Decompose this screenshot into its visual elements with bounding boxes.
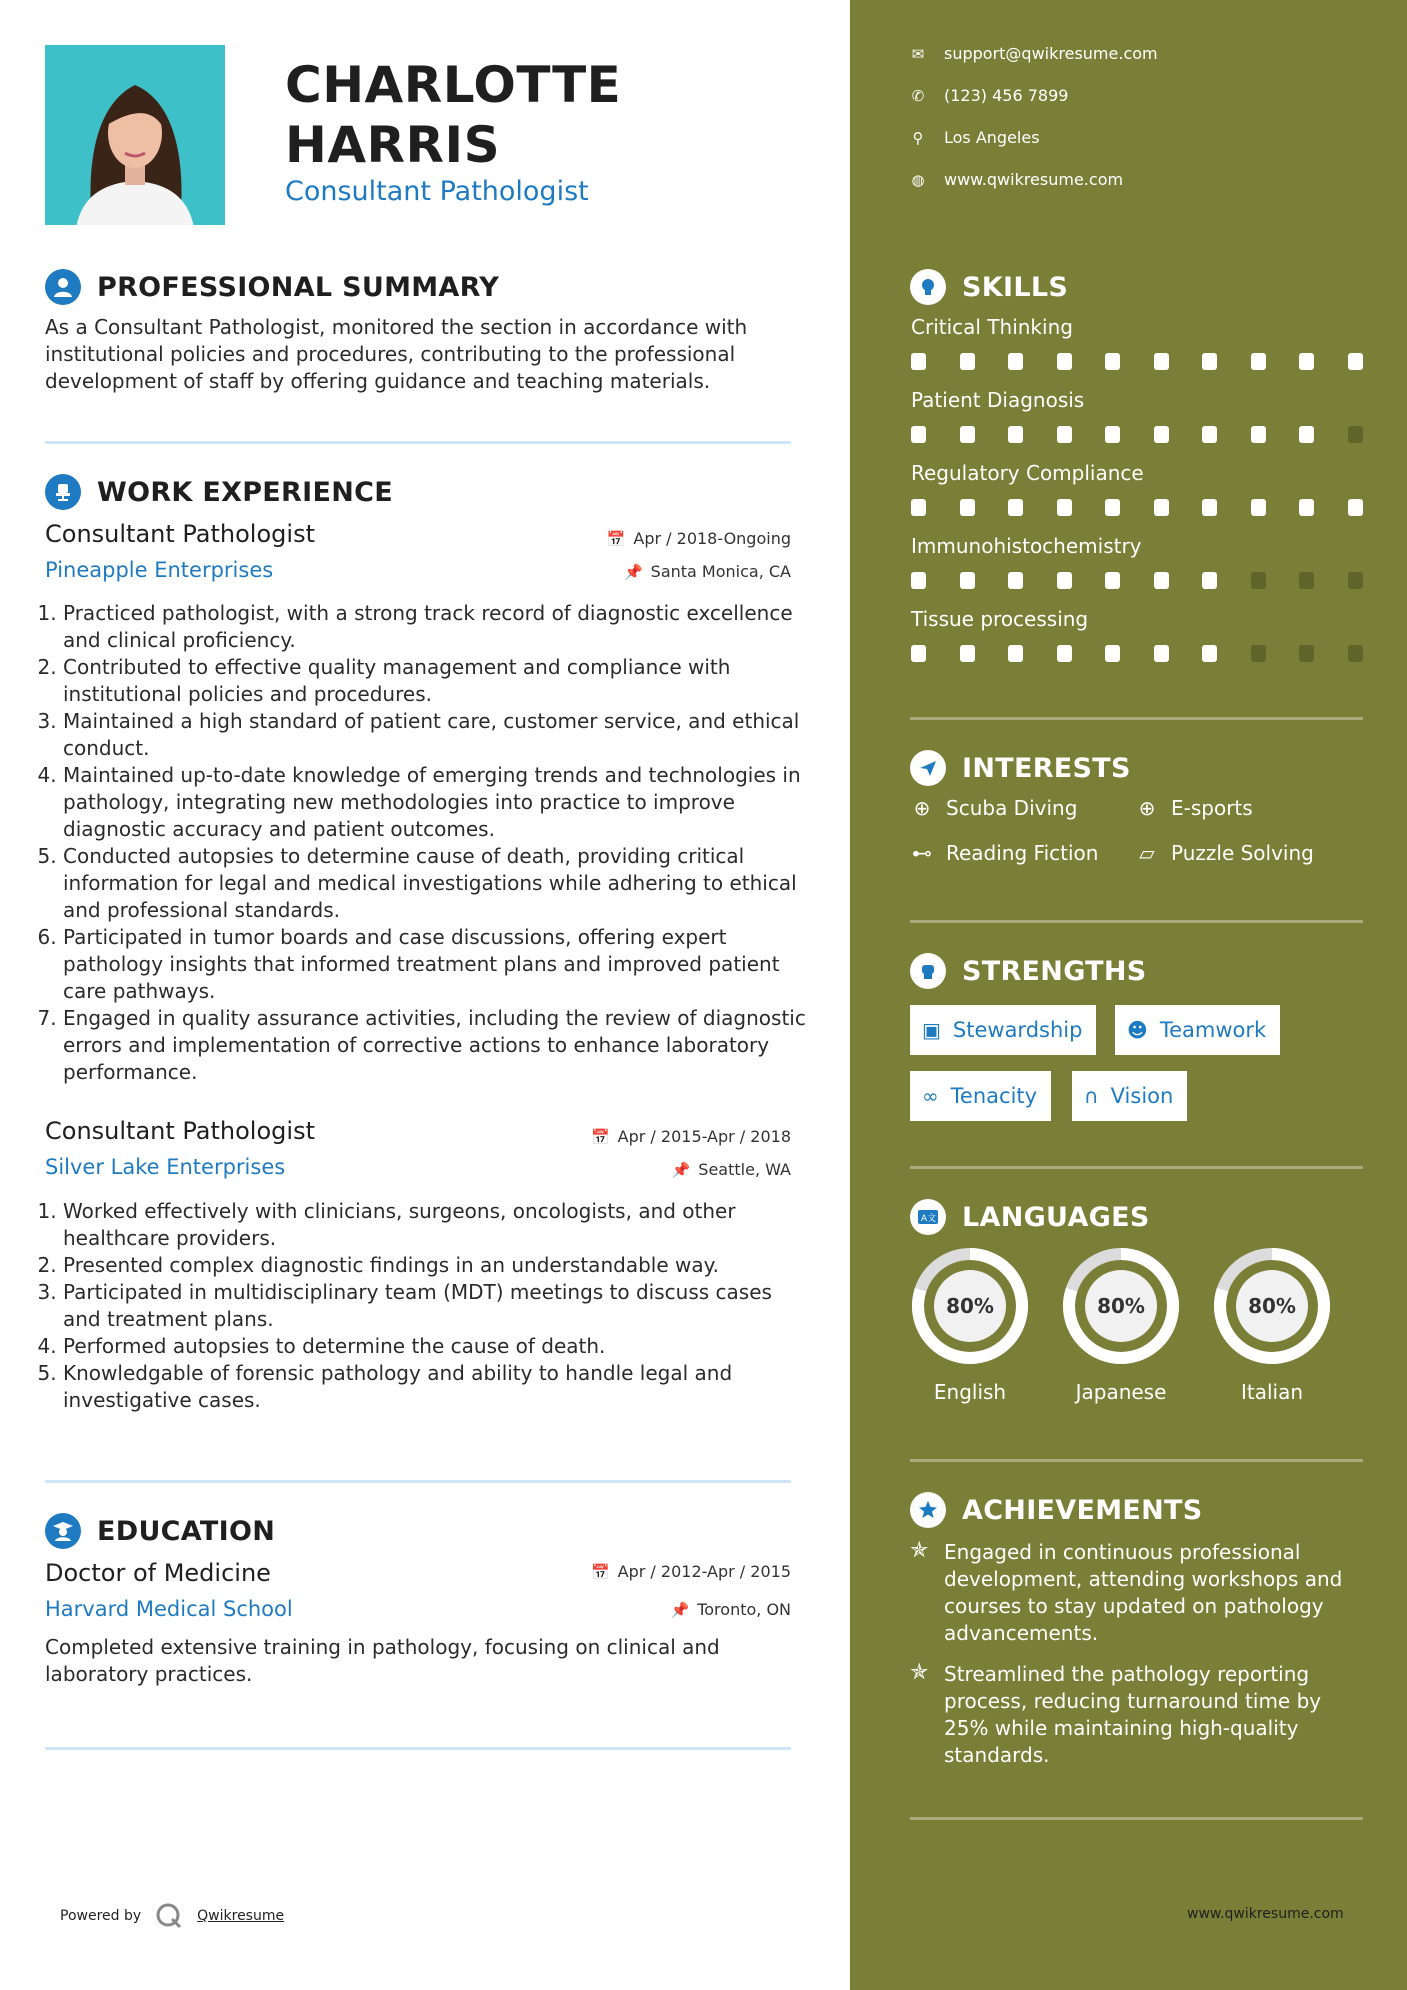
rating-dot bbox=[1057, 499, 1072, 516]
user-icon bbox=[45, 269, 81, 305]
contact-phone[interactable] bbox=[910, 86, 1068, 105]
pin-icon: 📌 bbox=[670, 1600, 690, 1619]
rating-dot bbox=[960, 645, 975, 662]
contact-website[interactable] bbox=[910, 170, 1123, 189]
name-last: HARRIS bbox=[285, 116, 501, 174]
rating-dot bbox=[1202, 572, 1217, 589]
location-text: Los Angeles bbox=[944, 128, 1040, 147]
list-item: 5. Conducted autopsies to determine cause of death, providing critical information for legal and medical investigations while adhering to ethical and professional standards. bbox=[63, 843, 813, 924]
skill-name: Immunohistochemistry bbox=[911, 534, 1142, 558]
calendar-icon: 📅 bbox=[590, 1562, 610, 1581]
school: Harvard Medical School bbox=[45, 1597, 293, 1621]
rating-dot bbox=[1057, 353, 1072, 370]
email-text: support@qwikresume.com bbox=[944, 44, 1158, 63]
degree: Doctor of Medicine bbox=[45, 1559, 271, 1587]
rating-dot bbox=[1202, 645, 1217, 662]
language-item bbox=[1210, 1244, 1334, 1404]
divider bbox=[45, 1480, 791, 1483]
language-item bbox=[1059, 1244, 1183, 1404]
strengths-header bbox=[910, 953, 1147, 989]
language-name: Japanese bbox=[1075, 1380, 1167, 1404]
rating-dot bbox=[1008, 499, 1023, 516]
interest-label: Puzzle Solving bbox=[1171, 841, 1314, 865]
footer-site[interactable]: www.qwikresume.com bbox=[1187, 1906, 1344, 1922]
rating-dot bbox=[911, 572, 926, 589]
divider bbox=[45, 1747, 791, 1750]
rating-dot bbox=[1299, 572, 1314, 589]
contact-email[interactable] bbox=[910, 44, 1158, 63]
brand-link[interactable]: Qwikresume bbox=[197, 1908, 285, 1924]
strength-label: Stewardship bbox=[952, 1018, 1083, 1042]
rating-dot bbox=[1348, 499, 1363, 516]
skill-name: Tissue processing bbox=[911, 607, 1089, 631]
language-percent: 80% bbox=[946, 1294, 994, 1318]
language-percent: 80% bbox=[1097, 1294, 1145, 1318]
rating-dot bbox=[1105, 353, 1120, 370]
job-dates bbox=[591, 1127, 791, 1146]
divider bbox=[910, 920, 1363, 923]
divider bbox=[910, 717, 1363, 720]
gamepad-icon: ⊷ bbox=[912, 841, 932, 865]
rating-dot bbox=[1202, 353, 1217, 370]
skill-name: Critical Thinking bbox=[911, 315, 1073, 339]
education-heading: EDUCATION bbox=[97, 1515, 276, 1547]
calendar-icon: 📅 bbox=[590, 1127, 610, 1146]
strength-tag bbox=[1072, 1071, 1187, 1121]
rating-dot bbox=[1154, 645, 1169, 662]
fist-icon bbox=[910, 953, 946, 989]
name-first: CHARLOTTE bbox=[285, 56, 622, 114]
education-location bbox=[671, 1600, 791, 1619]
rating-dot bbox=[1057, 426, 1072, 443]
rating-dot bbox=[1299, 353, 1314, 370]
skill-rating bbox=[911, 353, 1363, 370]
job-responsibilities bbox=[45, 1198, 813, 1414]
interest-label: Reading Fiction bbox=[946, 841, 1099, 865]
strengths-heading: STRENGTHS bbox=[962, 955, 1147, 987]
skills-header bbox=[910, 269, 1068, 305]
rating-dot bbox=[1251, 572, 1266, 589]
achievements-header bbox=[910, 1492, 1203, 1528]
rating-dot bbox=[1105, 426, 1120, 443]
achievement-text: Engaged in continuous professional development, attending workshops and courses to stay updated on pathology advancements. bbox=[944, 1540, 1343, 1645]
rating-dot bbox=[1299, 645, 1314, 662]
rating-dot bbox=[1251, 426, 1266, 443]
rating-dot bbox=[1154, 353, 1169, 370]
phone-icon: ✆ bbox=[911, 86, 925, 105]
job-dates bbox=[607, 529, 791, 548]
list-item: 3. Participated in multidisciplinary team (MDT) meetings to discuss cases and treatment plans. bbox=[63, 1279, 813, 1333]
website-text: www.qwikresume.com bbox=[944, 170, 1124, 189]
job-dates-text: Apr / 2018-Ongoing bbox=[633, 529, 791, 548]
skill-name: Patient Diagnosis bbox=[911, 388, 1085, 412]
list-item: 5. Knowledgable of forensic pathology and ability to handle legal and investigative cases. bbox=[63, 1360, 813, 1414]
skill-rating bbox=[911, 426, 1363, 443]
rating-dot bbox=[960, 572, 975, 589]
map-marker-icon: ⚲ bbox=[912, 128, 924, 147]
rating-dot bbox=[1105, 499, 1120, 516]
language-item bbox=[908, 1244, 1032, 1404]
list-item: 1. Practiced pathologist, with a strong track record of diagnostic excellence and clinical proficiency. bbox=[63, 600, 813, 654]
rating-dot bbox=[911, 353, 926, 370]
rating-dot bbox=[1008, 426, 1023, 443]
powered-by bbox=[60, 1902, 284, 1930]
skill-rating bbox=[911, 499, 1363, 516]
rating-dot bbox=[1348, 426, 1363, 443]
interest-item bbox=[910, 796, 1077, 820]
envelope-icon: ✉ bbox=[911, 44, 925, 63]
list-item: 3. Maintained a high standard of patient care, customer service, and ethical conduct. bbox=[63, 708, 813, 762]
rating-dot bbox=[1348, 353, 1363, 370]
rating-dot bbox=[960, 499, 975, 516]
briefcase-icon: ▣ bbox=[922, 1018, 941, 1042]
job-responsibilities bbox=[45, 600, 813, 1086]
svg-text:A文: A文 bbox=[921, 1214, 937, 1224]
rating-dot bbox=[1008, 353, 1023, 370]
contact-location bbox=[910, 128, 1040, 147]
list-item: 1. Worked effectively with clinicians, surgeons, oncologists, and other healthcare providers. bbox=[63, 1198, 813, 1252]
paper-plane-icon bbox=[910, 750, 946, 786]
pin-icon: 📌 bbox=[623, 562, 643, 581]
language-name: English bbox=[933, 1380, 1007, 1404]
experience-header bbox=[45, 474, 393, 510]
rating-dot bbox=[1348, 645, 1363, 662]
summary-heading: PROFESSIONAL SUMMARY bbox=[97, 271, 500, 303]
education-location-text: Toronto, ON bbox=[697, 1600, 791, 1619]
experience-heading: WORK EXPERIENCE bbox=[97, 476, 393, 508]
profile-photo bbox=[45, 45, 225, 225]
job-title: Consultant Pathologist bbox=[45, 520, 315, 548]
list-item: 7. Engaged in quality assurance activities, including the review of diagnostic errors and implementation of corrective actions to enhance laboratory performance. bbox=[63, 1005, 813, 1086]
language-ring bbox=[908, 1244, 1032, 1368]
rating-dot bbox=[911, 426, 926, 443]
shooting-star-icon: ✯ bbox=[910, 1660, 929, 1685]
lightbulb-icon bbox=[910, 269, 946, 305]
language-percent: 80% bbox=[1248, 1294, 1296, 1318]
job-company: Silver Lake Enterprises bbox=[45, 1155, 286, 1179]
achievement-text: Streamlined the pathology reporting process, reducing turnaround time by 25% while maintaining high-quality standards. bbox=[944, 1662, 1322, 1767]
phone-text: (123) 456 7899 bbox=[944, 86, 1069, 105]
powered-by-label: Powered by bbox=[60, 1908, 142, 1924]
rating-dot bbox=[1154, 572, 1169, 589]
language-name: Italian bbox=[1240, 1380, 1304, 1404]
language-ring bbox=[1059, 1244, 1183, 1368]
rating-dot bbox=[1105, 572, 1120, 589]
interest-item bbox=[1135, 841, 1314, 865]
language-ring bbox=[1210, 1244, 1334, 1368]
star-badge-icon bbox=[910, 1492, 946, 1528]
divider bbox=[45, 441, 791, 444]
strength-label: Tenacity bbox=[950, 1084, 1038, 1108]
achievement-item bbox=[910, 1539, 1370, 1647]
interest-item bbox=[910, 841, 1098, 865]
job-location-text: Santa Monica, CA bbox=[650, 562, 791, 581]
candidate-name bbox=[285, 55, 621, 175]
summary-header bbox=[45, 269, 499, 305]
job-title: Consultant Pathologist bbox=[45, 1117, 315, 1145]
users-icon: ☻ bbox=[1127, 1018, 1148, 1042]
rating-dot bbox=[960, 353, 975, 370]
rating-dot bbox=[1154, 499, 1169, 516]
rating-dot bbox=[1057, 572, 1072, 589]
achievements-heading: ACHIEVEMENTS bbox=[962, 1494, 1203, 1526]
binoculars-icon: ∩ bbox=[1084, 1084, 1099, 1108]
job-company: Pineapple Enterprises bbox=[45, 558, 274, 582]
rating-dot bbox=[1251, 645, 1266, 662]
rating-dot bbox=[1105, 645, 1120, 662]
book-icon: ▱ bbox=[1139, 841, 1155, 865]
candidate-title: Consultant Pathologist bbox=[285, 176, 589, 207]
languages-heading: LANGUAGES bbox=[962, 1201, 1150, 1233]
interests-header bbox=[910, 750, 1131, 786]
job-location bbox=[672, 1160, 791, 1179]
globe-icon: ◍ bbox=[911, 170, 925, 189]
lifebuoy-icon: ⊕ bbox=[913, 796, 931, 820]
rating-dot bbox=[1299, 499, 1314, 516]
strength-tag bbox=[910, 1071, 1051, 1121]
rating-dot bbox=[1057, 645, 1072, 662]
pin-icon: 📌 bbox=[671, 1160, 691, 1179]
summary-text: As a Consultant Pathologist, monitored the section in accordance with institutional policies and procedures, contributing to the professional development of staff by offering guidance and teaching materials. bbox=[45, 315, 748, 393]
job-dates-text: Apr / 2015-Apr / 2018 bbox=[617, 1127, 791, 1146]
rating-dot bbox=[1202, 499, 1217, 516]
skill-rating bbox=[911, 572, 1363, 589]
divider bbox=[910, 1459, 1363, 1462]
rating-dot bbox=[1299, 426, 1314, 443]
skills-heading: SKILLS bbox=[962, 271, 1069, 303]
interest-label: E-sports bbox=[1171, 796, 1253, 820]
rating-dot bbox=[1008, 572, 1023, 589]
graduate-icon bbox=[45, 1513, 81, 1549]
rating-dot bbox=[960, 426, 975, 443]
rating-dot bbox=[911, 645, 926, 662]
rating-dot bbox=[1202, 426, 1217, 443]
link-icon: ∞ bbox=[922, 1084, 939, 1108]
list-item: 2. Contributed to effective quality management and compliance with institutional policies and procedures. bbox=[63, 654, 813, 708]
qwikresume-logo-icon bbox=[155, 1902, 183, 1930]
achievement-item bbox=[910, 1661, 1370, 1769]
rating-dot bbox=[911, 499, 926, 516]
list-item: 6. Participated in tumor boards and case discussions, offering expert pathology insights that informed treatment plans and improved patient care pathways. bbox=[63, 924, 813, 1005]
list-item: 2. Presented complex diagnostic findings in an understandable way. bbox=[63, 1252, 813, 1279]
skill-rating bbox=[911, 645, 1363, 662]
strength-tag bbox=[1115, 1005, 1280, 1055]
chair-icon bbox=[45, 474, 81, 510]
education-dates bbox=[591, 1562, 791, 1581]
interest-label: Scuba Diving bbox=[946, 796, 1078, 820]
rating-dot bbox=[1348, 572, 1363, 589]
rating-dot bbox=[1154, 426, 1169, 443]
interests-heading: INTERESTS bbox=[962, 752, 1131, 784]
rating-dot bbox=[1008, 645, 1023, 662]
rating-dot bbox=[1251, 499, 1266, 516]
divider bbox=[910, 1166, 1363, 1169]
strength-label: Teamwork bbox=[1159, 1018, 1267, 1042]
education-dates-text: Apr / 2012-Apr / 2015 bbox=[617, 1562, 791, 1581]
lifebuoy-icon: ⊕ bbox=[1138, 796, 1156, 820]
list-item: 4. Maintained up-to-date knowledge of emerging trends and technologies in pathology, integrating new methodologies into practice to improve diagnostic accuracy and patient outcomes. bbox=[63, 762, 813, 843]
divider bbox=[910, 1817, 1363, 1820]
strength-label: Vision bbox=[1110, 1084, 1174, 1108]
strength-tag bbox=[910, 1005, 1096, 1055]
list-item: 4. Performed autopsies to determine the cause of death. bbox=[63, 1333, 813, 1360]
job-location bbox=[624, 562, 791, 581]
shooting-star-icon: ✯ bbox=[910, 1538, 929, 1563]
education-header bbox=[45, 1513, 275, 1549]
education-text: Completed extensive training in pathology, focusing on clinical and laboratory practices. bbox=[45, 1635, 720, 1686]
job-location-text: Seattle, WA bbox=[698, 1160, 791, 1179]
translate-icon bbox=[910, 1199, 946, 1235]
rating-dot bbox=[1251, 353, 1266, 370]
skill-name: Regulatory Compliance bbox=[911, 461, 1144, 485]
languages-header bbox=[910, 1199, 1150, 1235]
interest-item bbox=[1135, 796, 1253, 820]
calendar-icon: 📅 bbox=[606, 529, 626, 548]
